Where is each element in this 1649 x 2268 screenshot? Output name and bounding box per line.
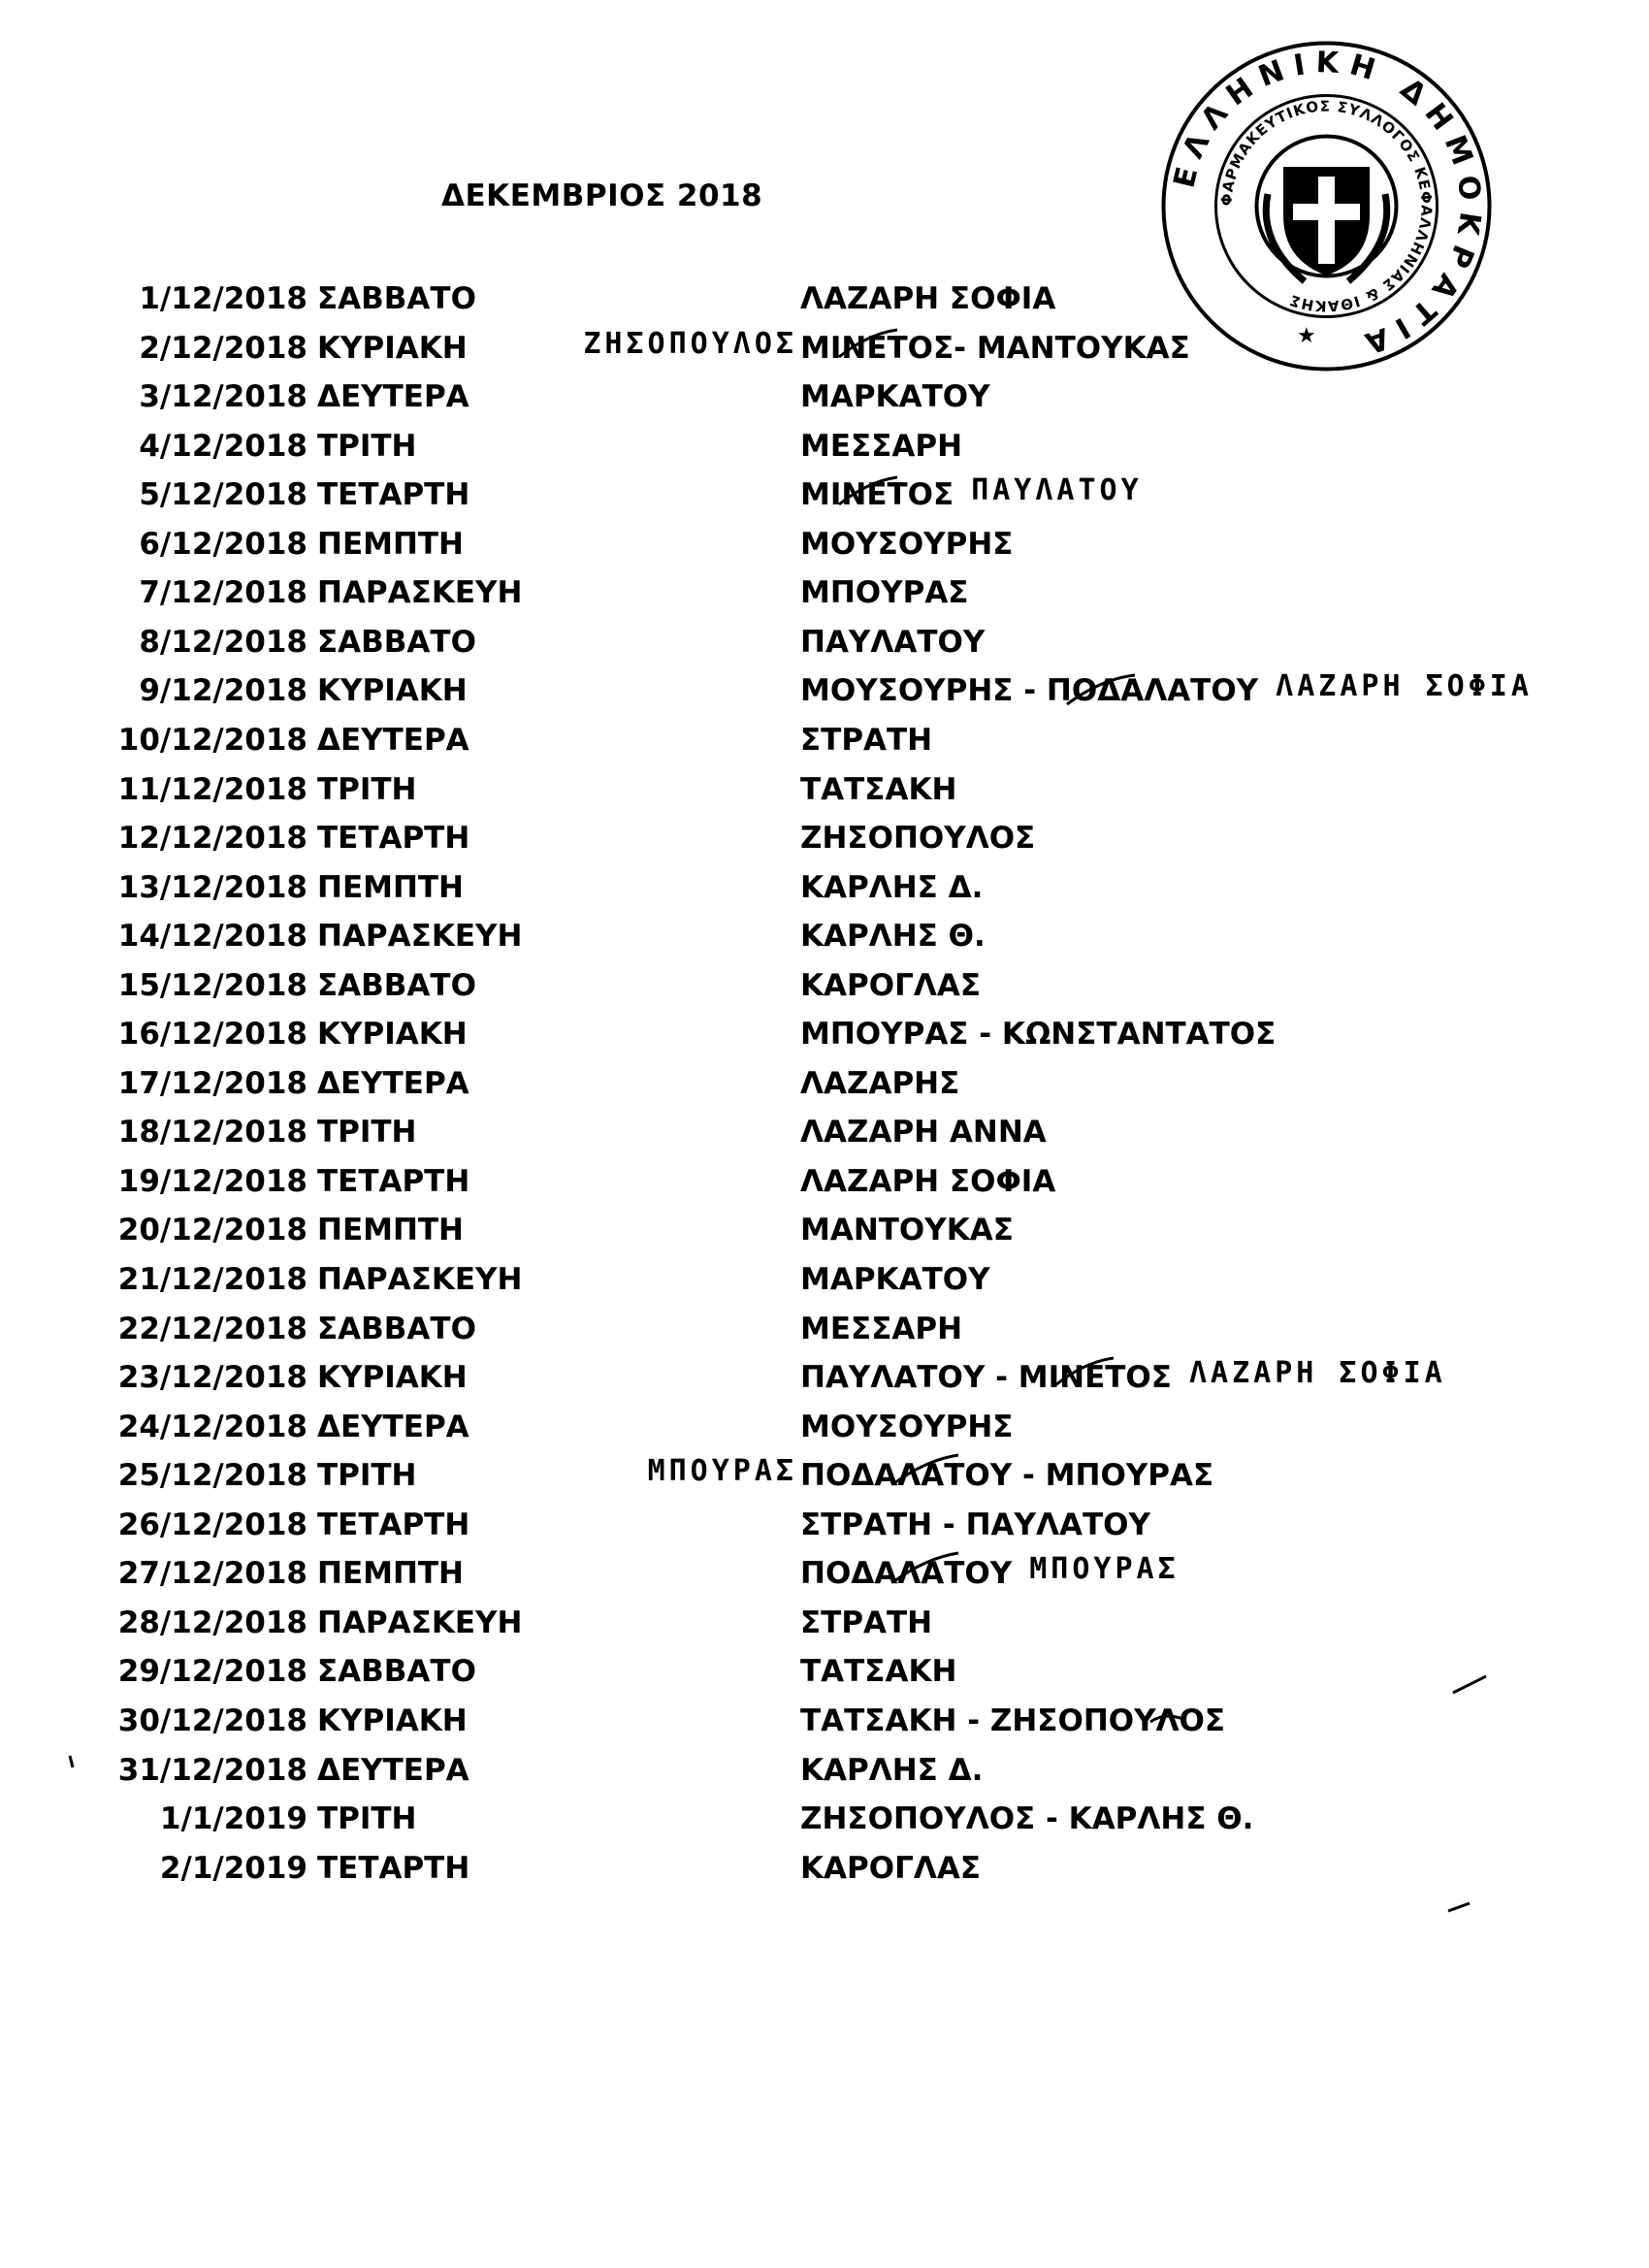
stamp-inner-text: ΦΑΡΜΑΚΕΥΤΙΚΟΣ ΣΥΛΛΟΓΟΣ ΚΕΦΑΛΛΗΝΙΑΣ & ΙΘΑΚΗΣ	[1217, 97, 1436, 315]
row-date: 4/12/2018	[139, 428, 307, 464]
row-date: 31/12/2018	[117, 1752, 307, 1788]
row-names: ΜΙΝΕΤΟΣ- ΜΑΝΤΟΥΚΑΣ	[800, 330, 1190, 366]
row-date: 22/12/2018	[117, 1311, 307, 1346]
row-day: ΤΡΙΤΗ	[317, 1115, 417, 1150]
row-names: ΚΑΡΟΓΛΑΣ	[800, 1850, 981, 1886]
row-day: ΤΕΤΑΡΤΗ	[317, 1163, 470, 1199]
row-date: 27/12/2018	[117, 1556, 307, 1592]
row-date: 19/12/2018	[117, 1163, 307, 1199]
row-day: ΠΕΜΠΤΗ	[317, 1213, 465, 1248]
row-day: ΠΑΡΑΣΚΕΥΗ	[317, 919, 523, 955]
handwritten-note: ΛΑΖΑΡΗ ΣΟΦΙΑ	[1188, 1356, 1446, 1391]
row-day: ΤΕΤΑΡΤΗ	[317, 1507, 470, 1542]
row-day: ΤΕΤΑΡΤΗ	[317, 477, 470, 513]
schedule-row	[0, 917, 1649, 965]
row-date: 5/12/2018	[139, 477, 307, 513]
row-day: ΠΕΜΠΤΗ	[317, 869, 465, 905]
greek-coat-of-arms-icon	[1257, 137, 1397, 282]
schedule-row	[0, 1015, 1649, 1063]
row-names: ΜΟΥΣΟΥΡΗΣ	[800, 526, 1014, 562]
row-date: 3/12/2018	[139, 379, 307, 415]
row-names: ΚΑΡΛΗΣ Δ.	[800, 1752, 984, 1788]
row-date: 2/1/2019	[159, 1850, 307, 1886]
row-day: ΣΑΒΒΑΤΟ	[317, 624, 476, 660]
row-names: ΣΤΡΑΤΗ	[800, 722, 933, 758]
row-date: 1/12/2018	[139, 281, 307, 316]
schedule-row	[0, 475, 1649, 524]
row-names: ΜΠΟΥΡΑΣ	[800, 575, 969, 611]
schedule-row	[0, 1554, 1649, 1603]
schedule-row	[0, 1849, 1649, 1897]
row-day: ΚΥΡΙΑΚΗ	[317, 673, 468, 709]
document-title: ΔΕΚΕΜΒΡΙΟΣ 2018	[441, 178, 763, 213]
schedule-row	[0, 1506, 1649, 1554]
row-names: ΤΑΤΣΑΚΗ	[800, 1654, 957, 1690]
row-names: ΜΠΟΥΡΑΣ - ΚΩΝΣΤΑΝΤΑΤΟΣ	[800, 1017, 1277, 1053]
row-day: ΤΕΤΑΡΤΗ	[317, 821, 470, 857]
row-day: ΣΑΒΒΑΤΟ	[317, 1311, 476, 1346]
row-day: ΤΡΙΤΗ	[317, 1801, 417, 1837]
row-date: 29/12/2018	[117, 1654, 307, 1690]
row-names: ΛΑΖΑΡΗ ΣΟΦΙΑ	[800, 281, 1056, 316]
row-day: ΔΕΥΤΕΡΑ	[317, 379, 469, 415]
row-date: 16/12/2018	[117, 1017, 307, 1053]
row-names: ΠΑΥΛΑΤΟΥ	[800, 624, 986, 660]
stray-mark	[1448, 1903, 1470, 1911]
row-day: ΚΥΡΙΑΚΗ	[317, 1702, 468, 1738]
row-names: ΚΑΡΟΓΛΑΣ	[800, 967, 981, 1003]
schedule-row	[0, 427, 1649, 475]
handwritten-note: ΛΑΖΑΡΗ ΣΟΦΙΑ	[1276, 669, 1533, 704]
row-names: ΜΑΝΤΟΥΚΑΣ	[800, 1213, 1014, 1248]
row-day: ΚΥΡΙΑΚΗ	[317, 1017, 468, 1053]
handwritten-note: ΖΗΣΟΠΟΥΛΟΣ	[583, 326, 797, 361]
row-names: ΖΗΣΟΠΟΥΛΟΣ	[800, 821, 1036, 857]
row-date: 14/12/2018	[117, 919, 307, 955]
schedule-row	[0, 1751, 1649, 1799]
schedule-row	[0, 1211, 1649, 1259]
row-names: ΜΑΡΚΑΤΟΥ	[800, 379, 990, 415]
row-date: 17/12/2018	[117, 1065, 307, 1101]
row-date: 10/12/2018	[117, 722, 307, 758]
row-day: ΣΑΒΒΑΤΟ	[317, 967, 476, 1003]
schedule-row	[0, 819, 1649, 867]
row-names: ΜΟΥΣΟΥΡΗΣ - ΠΟΔΑΛΑΤΟΥ	[800, 673, 1259, 709]
row-date: 30/12/2018	[117, 1702, 307, 1738]
schedule-row	[0, 1064, 1649, 1113]
row-day: ΔΕΥΤΕΡΑ	[317, 1065, 469, 1101]
row-names: ΖΗΣΟΠΟΥΛΟΣ - ΚΑΡΛΗΣ Θ.	[800, 1801, 1254, 1837]
schedule-row	[0, 868, 1649, 917]
stamp-outer-text: ΕΛΛΗΝΙΚΗ ΔΗΜΟΚΡΑΤΙΑ	[1167, 45, 1488, 364]
row-date: 28/12/2018	[117, 1604, 307, 1640]
schedule-row	[0, 377, 1649, 426]
handwritten-note: ΜΠΟΥΡΑΣ	[1029, 1552, 1180, 1587]
association-seal-stamp	[1159, 39, 1494, 373]
schedule-row	[0, 1604, 1649, 1652]
row-date: 25/12/2018	[117, 1458, 307, 1494]
schedule-row	[0, 1113, 1649, 1161]
row-date: 26/12/2018	[117, 1507, 307, 1542]
schedule-row	[0, 1701, 1649, 1750]
row-date: 7/12/2018	[139, 575, 307, 611]
row-day: ΤΡΙΤΗ	[317, 428, 417, 464]
row-names: ΜΙΝΕΤΟΣ	[800, 477, 954, 513]
row-day: ΔΕΥΤΕΡΑ	[317, 722, 469, 758]
row-day: ΠΕΜΠΤΗ	[317, 526, 465, 562]
row-date: 11/12/2018	[117, 771, 307, 807]
row-date: 21/12/2018	[117, 1262, 307, 1297]
row-names: ΚΑΡΛΗΣ Δ.	[800, 869, 984, 905]
row-names: ΜΕΣΣΑΡΗ	[800, 428, 963, 464]
row-day: ΔΕΥΤΕΡΑ	[317, 1409, 469, 1444]
row-day: ΤΕΤΑΡΤΗ	[317, 1850, 470, 1886]
schedule-row	[0, 573, 1649, 622]
row-date: 18/12/2018	[117, 1115, 307, 1150]
row-date: 2/12/2018	[139, 330, 307, 366]
row-date: 8/12/2018	[139, 624, 307, 660]
schedule-row	[0, 721, 1649, 769]
row-day: ΚΥΡΙΑΚΗ	[317, 330, 468, 366]
row-date: 1/1/2019	[159, 1801, 307, 1837]
handwritten-note: ΠΑΥΛΑΤΟΥ	[971, 473, 1143, 508]
row-names: ΚΑΡΛΗΣ Θ.	[800, 919, 986, 955]
row-names: ΠΟΔΑΛΑΤΟΥ - ΜΠΟΥΡΑΣ	[800, 1458, 1214, 1494]
row-day: ΔΕΥΤΕΡΑ	[317, 1752, 469, 1788]
row-names: ΠΟΔΑΛΑΤΟΥ	[800, 1556, 1013, 1592]
row-date: 23/12/2018	[117, 1360, 307, 1396]
schedule-row	[0, 623, 1649, 671]
row-day: ΠΕΜΠΤΗ	[317, 1556, 465, 1592]
schedule-row	[0, 1456, 1649, 1505]
row-date: 24/12/2018	[117, 1409, 307, 1444]
row-day: ΠΑΡΑΣΚΕΥΗ	[317, 1604, 523, 1640]
schedule-row	[0, 1799, 1649, 1848]
schedule-row	[0, 1408, 1649, 1456]
handwritten-note: ΜΠΟΥΡΑΣ	[647, 1454, 797, 1489]
schedule-row	[0, 966, 1649, 1015]
row-date: 6/12/2018	[139, 526, 307, 562]
row-names: ΣΤΡΑΤΗ	[800, 1604, 933, 1640]
schedule-row	[0, 770, 1649, 819]
row-day: ΣΑΒΒΑΤΟ	[317, 281, 476, 316]
row-names: ΠΑΥΛΑΤΟΥ - ΜΙΝΕΤΟΣ	[800, 1360, 1172, 1396]
schedule-row	[0, 1310, 1649, 1358]
row-date: 20/12/2018	[117, 1213, 307, 1248]
row-names: ΛΑΖΑΡΗΣ	[800, 1065, 960, 1101]
star-icon: ★	[1297, 324, 1316, 348]
row-date: 9/12/2018	[139, 673, 307, 709]
row-names: ΤΑΤΣΑΚΗ	[800, 771, 957, 807]
row-names: ΜΑΡΚΑΤΟΥ	[800, 1262, 990, 1297]
schedule-row	[0, 1162, 1649, 1211]
schedule-row	[0, 1260, 1649, 1309]
schedule-row	[0, 525, 1649, 573]
row-date: 13/12/2018	[117, 869, 307, 905]
schedule-row	[0, 1652, 1649, 1701]
row-date: 12/12/2018	[117, 821, 307, 857]
row-names: ΤΑΤΣΑΚΗ - ΖΗΣΟΠΟΥΛΟΣ	[800, 1702, 1226, 1738]
row-day: ΚΥΡΙΑΚΗ	[317, 1360, 468, 1396]
row-names: ΜΟΥΣΟΥΡΗΣ	[800, 1409, 1014, 1444]
row-names: ΣΤΡΑΤΗ - ΠΑΥΛΑΤΟΥ	[800, 1507, 1150, 1542]
row-names: ΛΑΖΑΡΗ ΑΝΝΑ	[800, 1115, 1047, 1150]
row-day: ΣΑΒΒΑΤΟ	[317, 1654, 476, 1690]
row-day: ΤΡΙΤΗ	[317, 771, 417, 807]
row-day: ΤΡΙΤΗ	[317, 1458, 417, 1494]
row-day: ΠΑΡΑΣΚΕΥΗ	[317, 1262, 523, 1297]
row-names: ΜΕΣΣΑΡΗ	[800, 1311, 963, 1346]
row-names: ΛΑΖΑΡΗ ΣΟΦΙΑ	[800, 1163, 1056, 1199]
row-date: 15/12/2018	[117, 967, 307, 1003]
row-day: ΠΑΡΑΣΚΕΥΗ	[317, 575, 523, 611]
